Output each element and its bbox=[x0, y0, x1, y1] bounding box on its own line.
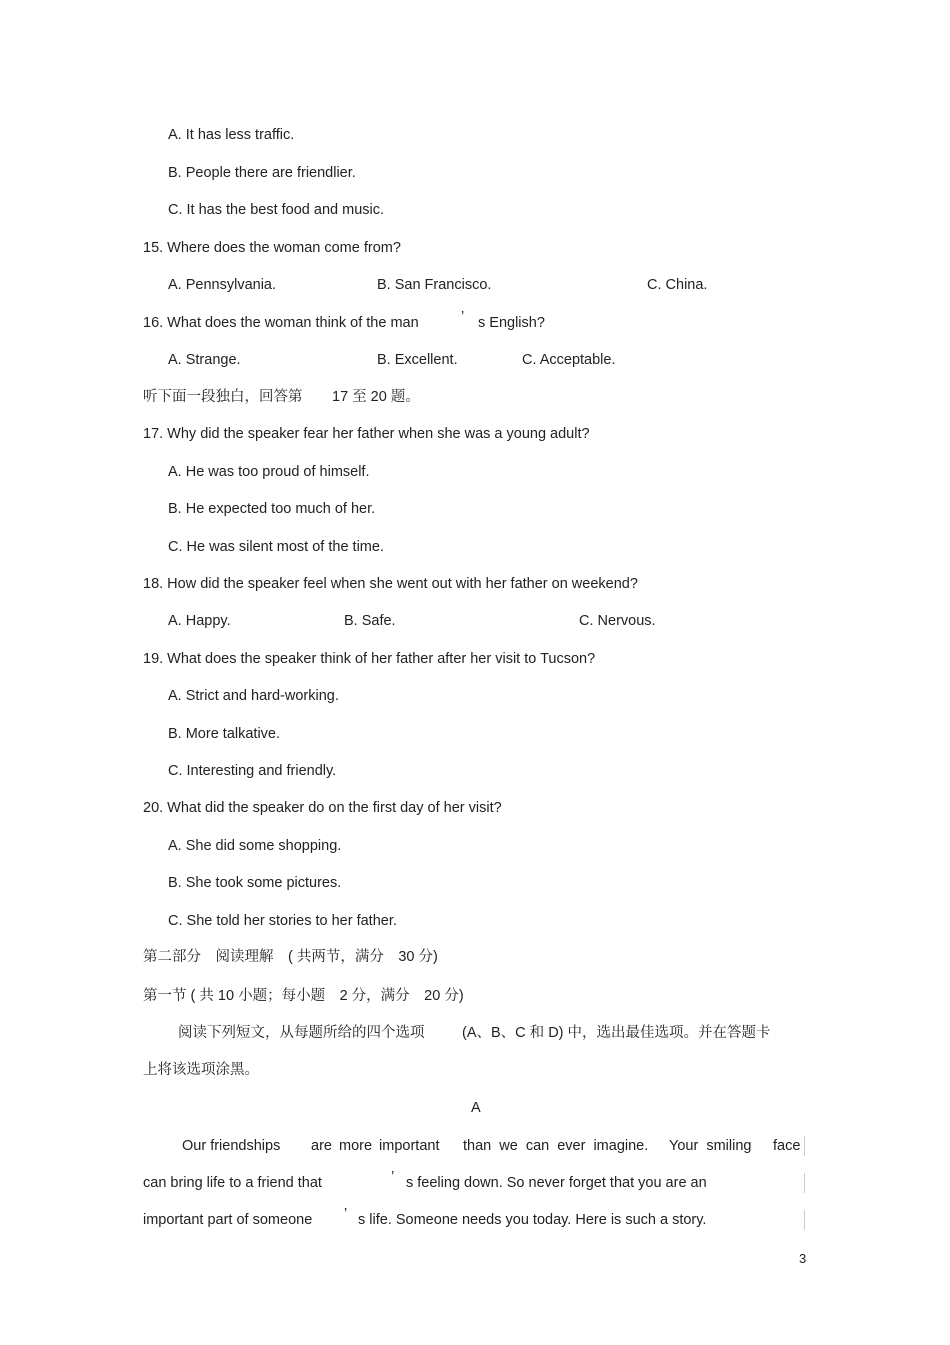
passage-line-1-part-1: Our friendships bbox=[182, 1138, 281, 1154]
option-q16-b: B. Excellent. bbox=[377, 352, 458, 368]
question-20: 20. What did the speaker do on the first day of her visit? bbox=[143, 800, 502, 816]
section-heading: 第一节 ( 共 10 小题；每小题 2 分，满分 20 分) bbox=[143, 988, 464, 1004]
option-q18-b: B. Safe. bbox=[344, 613, 396, 629]
passage-title: A bbox=[471, 1100, 481, 1116]
section-instruction: 听下面一段独白，回答第 bbox=[143, 389, 303, 405]
instruction-line-2: 上将该选项涂黑。 bbox=[143, 1062, 259, 1078]
instruction-line-1-options: (A、B、C 和 D) 中，选出最佳选项。并在答题卡 bbox=[462, 1025, 771, 1041]
option-q19-c: C. Interesting and friendly. bbox=[168, 763, 337, 779]
option-q17-c: C. He was silent most of the time. bbox=[168, 539, 384, 555]
question-17: 17. Why did the speaker fear her father when she was a young adult? bbox=[143, 426, 590, 442]
question-19: 19. What does the speaker think of her father after her visit to Tucson? bbox=[143, 651, 596, 667]
page-number: 3 bbox=[799, 1251, 807, 1266]
passage-line-1-part-2: are more important bbox=[311, 1138, 440, 1154]
option-q18-a: A. Happy. bbox=[168, 613, 231, 629]
option-q20-a: A. She did some shopping. bbox=[168, 838, 342, 854]
option-q19-a: A. Strict and hard-working. bbox=[168, 688, 339, 704]
section-instruction-range: 17 至 20 题。 bbox=[332, 389, 420, 405]
option-q17-b: B. He expected too much of her. bbox=[168, 501, 376, 517]
passage-line-1-part-5: face bbox=[773, 1138, 801, 1154]
option-q15-b: B. San Francisco. bbox=[377, 277, 492, 293]
option-q14-b: B. People there are friendlier. bbox=[168, 165, 356, 181]
passage-line-2-part-2: s feeling down. So never forget that you are an bbox=[406, 1175, 707, 1191]
passage-line-2-apostrophe: ’ bbox=[391, 1169, 395, 1185]
option-q14-c: C. It has the best food and music. bbox=[168, 202, 385, 218]
option-q16-a: A. Strange. bbox=[168, 352, 241, 368]
question-18: 18. How did the speaker feel when she went out with her father on weekend? bbox=[143, 576, 638, 592]
margin-mark-1 bbox=[804, 1136, 805, 1156]
option-q17-a: A. He was too proud of himself. bbox=[168, 464, 370, 480]
option-q15-a: A. Pennsylvania. bbox=[168, 277, 277, 293]
option-q20-b: B. She took some pictures. bbox=[168, 875, 342, 891]
option-q14-a: A. It has less traffic. bbox=[168, 127, 295, 143]
passage-line-1-part-4: Your smiling bbox=[669, 1138, 752, 1154]
passage-line-1-part-3: than we can ever imagine. bbox=[463, 1138, 649, 1154]
option-q20-c: C. She told her stories to her father. bbox=[168, 913, 397, 929]
option-q16-c: C. Acceptable. bbox=[522, 352, 616, 368]
part-heading: 第二部分 阅读理解 ( 共两节，满分 30 分) bbox=[143, 949, 438, 965]
margin-mark-3 bbox=[804, 1210, 805, 1230]
question-16: 16. What does the woman think of the man bbox=[143, 315, 419, 331]
instruction-line-1: 阅读下列短文，从每题所给的四个选项 bbox=[178, 1025, 425, 1041]
margin-mark-2 bbox=[804, 1173, 805, 1193]
option-q19-b: B. More talkative. bbox=[168, 726, 281, 742]
option-q15-c: C. China. bbox=[647, 277, 708, 293]
passage-line-3-part-2: s life. Someone needs you today. Here is such a story. bbox=[358, 1212, 707, 1228]
passage-line-3-part-1: important part of someone bbox=[143, 1212, 313, 1228]
question-16-apostrophe: ’ bbox=[461, 309, 465, 325]
question-15: 15. Where does the woman come from? bbox=[143, 240, 401, 256]
passage-line-2-part-1: can bring life to a friend that bbox=[143, 1175, 322, 1191]
passage-line-3-apostrophe: ’ bbox=[344, 1206, 348, 1222]
option-q18-c: C. Nervous. bbox=[579, 613, 656, 629]
question-16-end: s English? bbox=[478, 315, 545, 331]
